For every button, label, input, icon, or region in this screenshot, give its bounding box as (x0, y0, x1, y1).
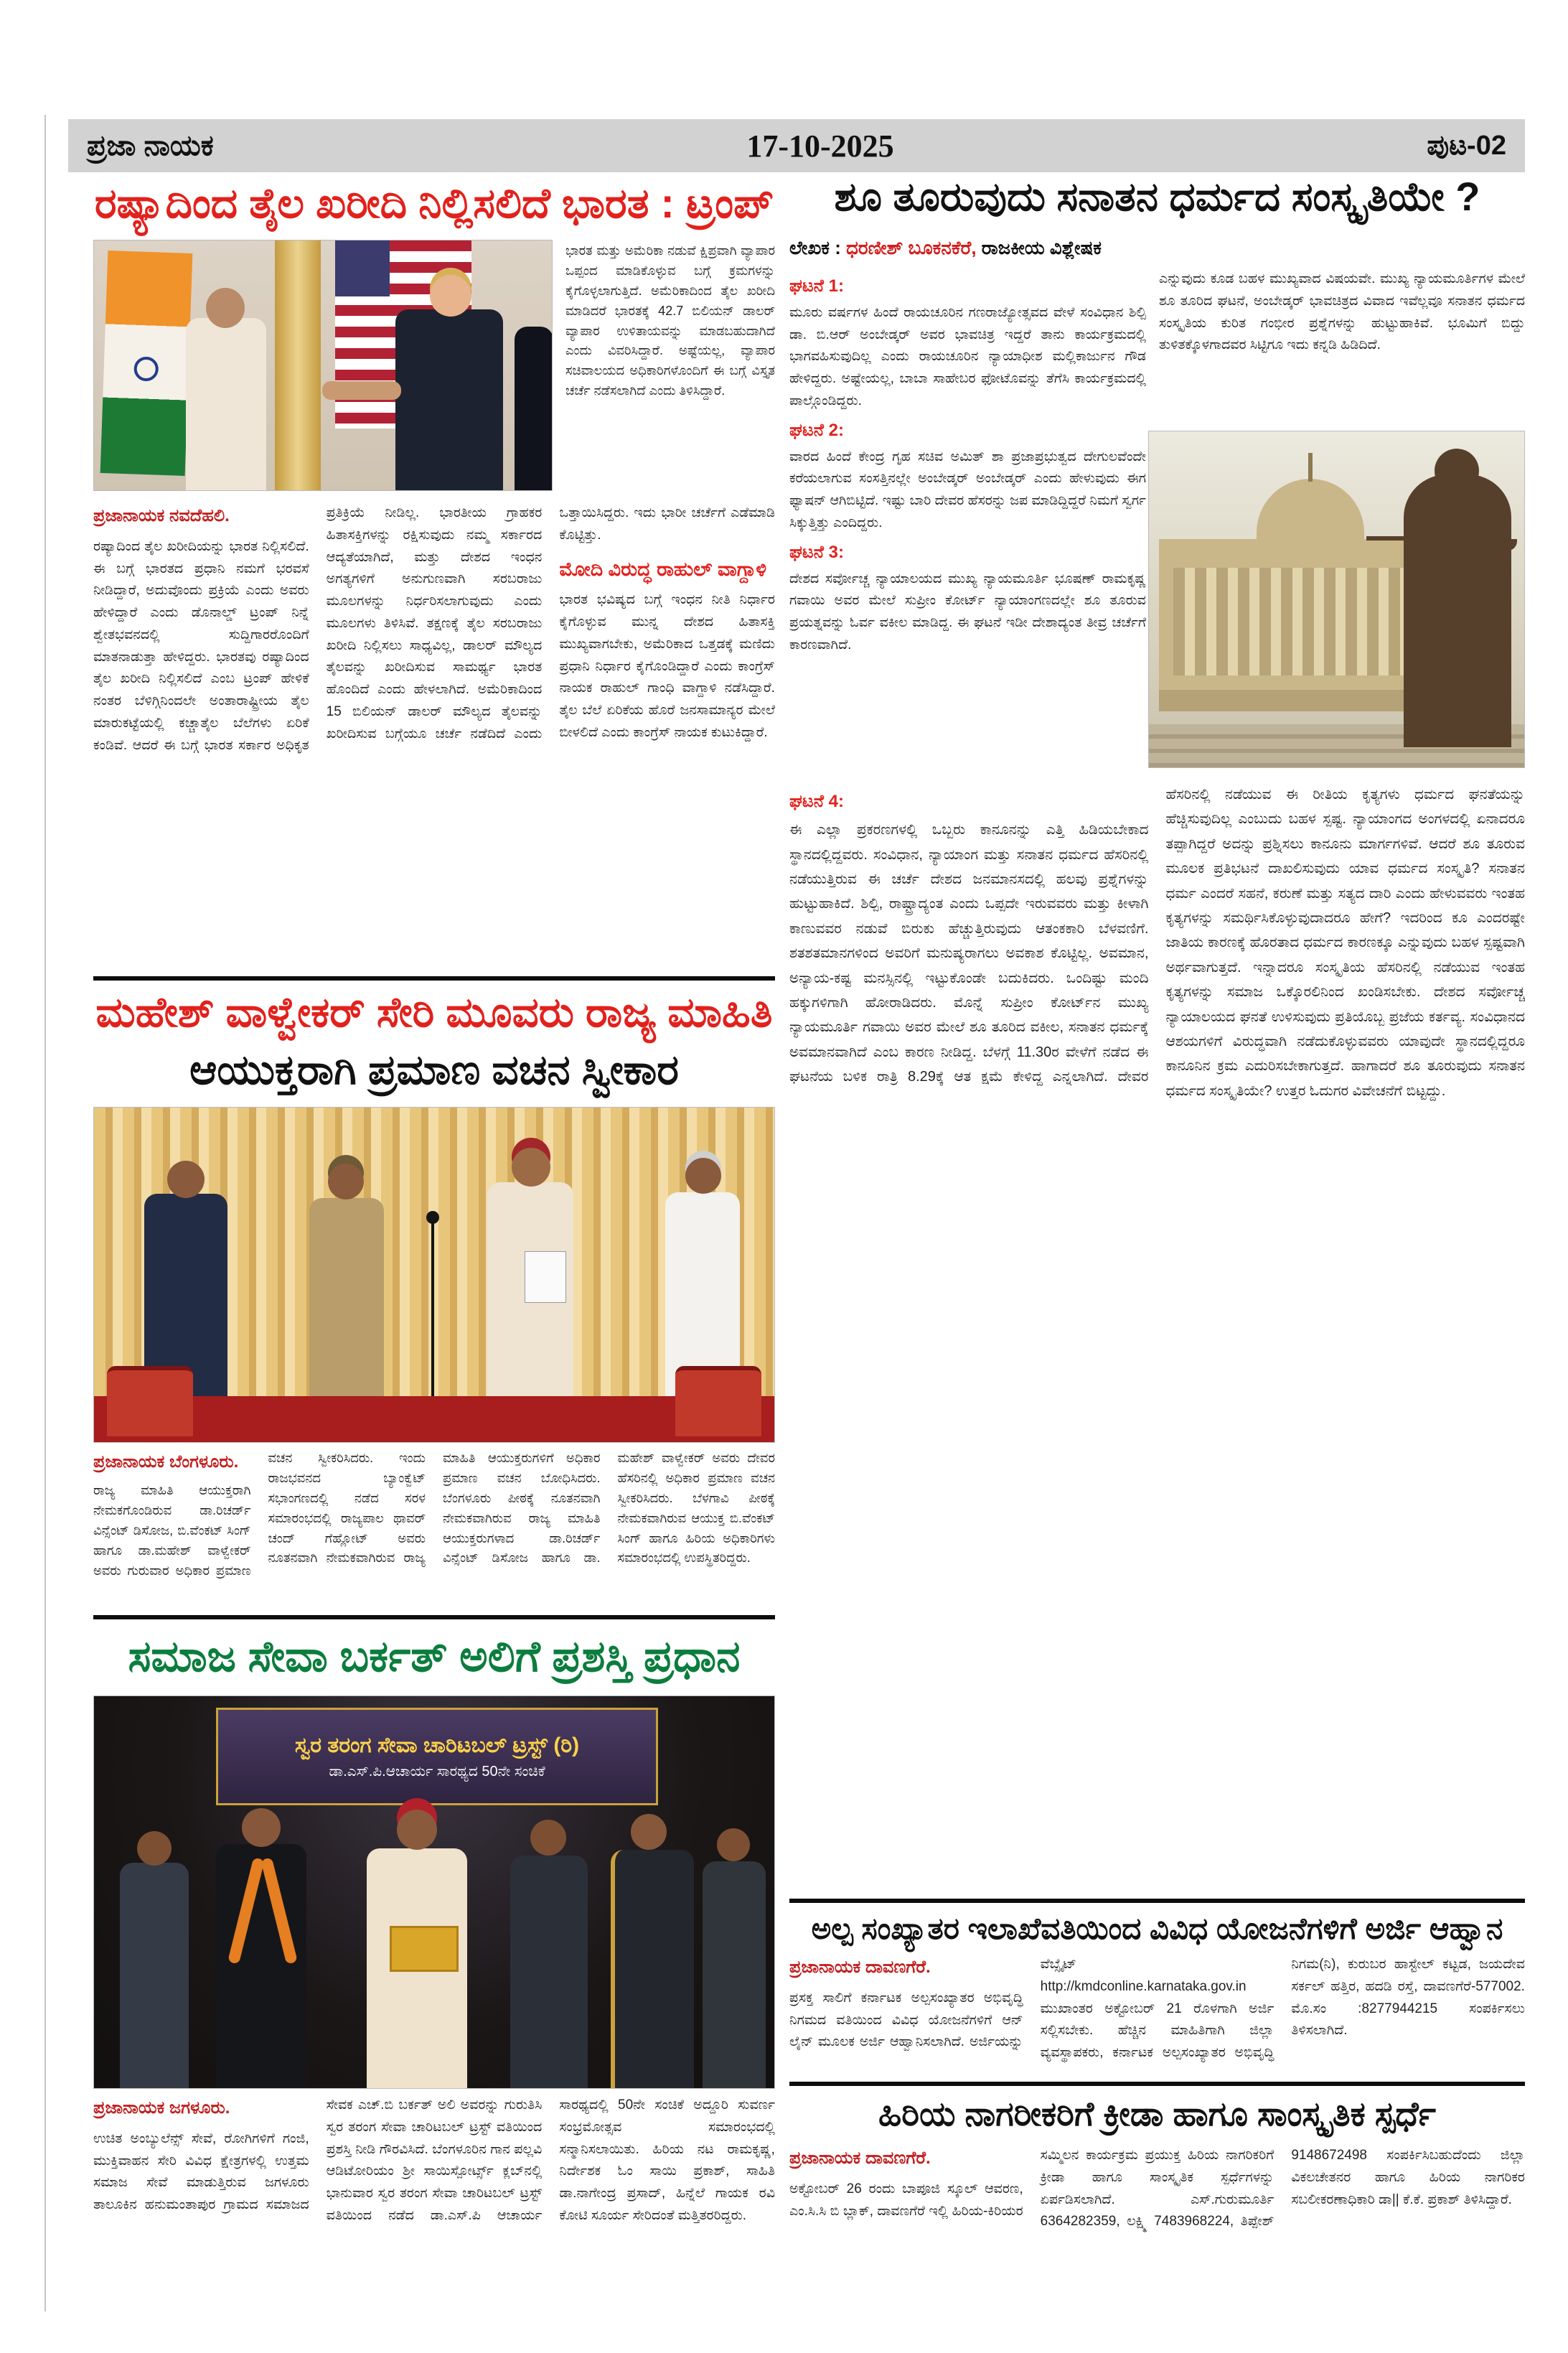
newspaper-title: ಪ್ರಜಾ ನಾಯಕ (87, 129, 214, 162)
minority-box-body (789, 1954, 1525, 2079)
awardee-head (242, 1808, 281, 1847)
incident4-text: ಈ ಎಲ್ಲಾ ಪ್ರಕರಣಗಳಲ್ಲಿ ಒಬ್ಬರು ಕಾನೂನನ್ನು ಎತ್ತಿ ಹಿಡಿಯಬೇಕಾದ ಸ್ಥಾನದಲ್ಲಿದ್ದವರು. ಸಂವಿಧಾನ, ನ್ಯಾಯಾಂಗ ಮತ್ತು ಸನಾತನ ಧರ್ಮದ ಹೆಸರಿನಲ್ಲಿ ನಡೆಯುತ್ತಿರುವ ಈ ಚರ್ಚೆ ದೇಶದ ಜನಮಾನಸದಲ್ಲಿ ಹಲವು ಪ್ರಶ್ನೆಗಳನ್ನು ಹುಟ್ಟುಹಾಕಿದೆ. ಶಿಲ್ಪಿ, ರಾಷ್ಟ್ರಾದ್ಯಂತ ಎಂದು ಒಪ್ಪದೇ ಇರುವವರು ಮತ್ತು ಕೀಳಾಗಿ ಕಾಣುವವರ ನಡುವೆ ಬಿರುಕು ಹೆಚ್ಚುತ್ತಿರುವುದು ಆತಂಕಕಾರಿ ಬೆಳವಣಿಗೆ. (789, 822, 1149, 937)
sanatana-col-a (789, 268, 1146, 777)
police-officer-head (328, 1164, 364, 1199)
trump-body-a: ರಷ್ಯಾದಿಂದ ತೈಲ ಖರೀದಿಯನ್ನು ಭಾರತ ನಿಲ್ಲಿಸಲಿದೆ. ಈ ಬಗ್ಗೆ ಭಾರತದ ಪ್ರಧಾನಿ ನಮಗೆ ಭರವಸೆ ನೀಡಿದ್ದಾರೆ, ಅದುವೊಂದು ಪ್ರಕ್ರಿಯೆ ಎಂದು ಅವರು ಹೇಳಿದ್ದಾರೆ ಎಂದು ಡೊನಾಲ್ಡ್ ಟ್ರಂಪ್ ನಿನ್ನೆ ಶ್ವೇತಭವನದಲ್ಲಿ ಸುದ್ದಿಗಾರರೊಂದಿಗೆ ಮಾತನಾಡುತ್ತಾ ಹೇಳಿದ್ದರು. ಭಾರತವು ರಷ್ಯಾದಿಂದ ತೈಲ ಖರೀದಿ ನಿಲ್ಲಿಸಲಿದೆ ಎಂಬ ಟ್ರಂಪ್ ಹೇಳಿಕೆ ನಂತರ ಬೆಳಿಗ್ಗಿನಿಂದಲೇ ಅಂತಾರಾಷ್ಟ್ರೀಯ ತೈಲ ಮಾರುಕಟ್ಟೆಯಲ್ಲಿ ಕಚ್ಚಾತೈಲ ಬೆಲೆಗಳು ಏರಿಕೆ ಕಂಡಿವೆ. ಆದರೆ ಈ ಬಗ್ಗೆ ಭಾರತ ಸರ್ಕಾರ ಅಧಿಕೃತ ಪ್ರತಿಕ್ರಿಯೆ ನೀಡಿಲ್ಲ. ಭಾರತೀಯ ಗ್ರಾಹಕರ ಹಿತಾಸಕ್ತಿಗಳನ್ನು ರಕ್ಷಿಸುವುದು ನಮ್ಮ ಸರ್ಕಾರದ ಆದ್ಯತೆಯಾಗಿದೆ, ಮತ್ತು ದೇಶದ ಇಂಧನ ಅಗತ್ಯಗಳಿಗೆ ಅನುಗುಣವಾಗಿ ಸರಬರಾಜು ಮೂಲಗಳನ್ನು ನಿರ್ಧರಿಸಲಾಗುವುದು ಎಂದು ಮೂಲಗಳು ತಿಳಿಸಿವೆ. ತಕ್ಷಣಕ್ಕೆ ತೈಲ ಸರಬರಾಜು ಖರೀದಿ ನಿಲ್ಲಿಸಲು ಸಾಧ್ಯವಿಲ್ಲ, ಡಾಲರ್ ಮೌಲ್ಯದ ತೈಲವನ್ನು ಖರೀದಿಸುವ ಸಾಮರ್ಥ್ಯ ಭಾರತ ಹೊಂದಿದೆ ಎಂದು ಹೇಳಲಾಗಿದೆ. ಅಮೆರಿಕಾದಿಂದ 15 ಬಿಲಿಯನ್ ಡಾಲರ್ ಮೌಲ್ಯದ ತೈಲವನ್ನು ಖರೀದಿಸುವ ಬಗ್ಗೆಯೂ ಚರ್ಚೆ ನಡೆದಿದೆ ಎಂದು ಒತ್ತಾಯಿಸಿದ್ದರು. ಇದು ಭಾರೀ ಚರ್ಚೆಗೆ ಎಡೆಮಾಡಿ ಕೊಟ್ಟಿತ್ತು. (93, 505, 775, 753)
sanatana-cont-text: ಶತಶತಮಾನಗಳಿಂದ ಅವರಿಗೆ ಮನುಷ್ಯರಾಗಲು ಅವಕಾಶ ಕೊಟ್ಟಿಲ್ಲ. ಅವಮಾನ, ಅನ್ಯಾಯ-ಕಷ್ಟ ಮನಸ್ಸಿನಲ್ಲಿ ಇಟ್ಟುಕೊಂಡೇ ಬದುಕಿದರು. ಒಂದಿಷ್ಟು ಮಂದಿ ಹಕ್ಕುಗಳಿಗಾಗಿ ಹೋರಾಡಿದರು. ಮೊನ್ನೆ ಸುಪ್ರೀಂ ಕೋರ್ಟ್‌ನ ಮುಖ್ಯ ನ್ಯಾಯಮೂರ್ತಿ ಗವಾಯಿ ಅವರ ಮೇಲೆ ಶೂ ತೂರಿದ ವಕೀಲ, ಸನಾತನ ಧರ್ಮಕ್ಕೆ ಅವಮಾನವಾಗಿದೆ ಎಂಬ ಕಾರಣ ನೀಡಿದ್ದ. ಬೆಳಗ್ಗೆ 11.30ರ ವೇಳೆಗೆ ನಡೆದ ಈ ಘಟನೆಯ ಬಳಿಕ ರಾತ್ರಿ 8.29ಕ್ಕೆ ಆತ ಕ್ಷಮೆ ಕೇಳಿದ್ದ ಎನ್ನಲಾಗಿದೆ. ದೇವರ ಹೆಸರಿನಲ್ಲಿ ನಡೆಯುವ ಈ ರೀತಿಯ ಕೃತ್ಯಗಳು ಧರ್ಮದ ಘನತೆಯನ್ನು ಹೆಚ್ಚಿಸುವುದಿಲ್ಲ ಎಂಬುದು ಬಹಳ ಸ್ಪಷ್ಟ. ನ್ಯಾಯಾಂಗದ ಅಂಗಳದಲ್ಲಿ ಏನಾದರೂ ತಪ್ಪಾಗಿದ್ದರೆ ಅದನ್ನು ಪ್ರಶ್ನಿಸಲು ಕಾನೂನು ಮಾರ್ಗಗಳಿವೆ. ಆದರೆ ಶೂ ತೂರುವ ಮೂಲಕ ಪ್ರತಿಭಟನೆ ದಾಖಲಿಸುವುದು ಯಾವ ಧರ್ಮದ ಸಂಸ್ಕೃತಿ? ಸನಾತನ ಧರ್ಮ ಎಂದರೆ ಸಹನೆ, ಕರುಣೆ ಮತ್ತು ಸತ್ಯದ ದಾರಿ ಎಂದು ಹೇಳುವವರು ಇಂತಹ ಕೃತ್ಯಗಳನ್ನು ಸಮರ್ಥಿಸಿಕೊಳ್ಳುವುದಾದರೂ ಹೇಗೆ? ಇದರಿಂದ ಕೂ ಎಂದರಷ್ಟೇ ಜಾತಿಯ ಕಾರಣಕ್ಕೆ ಹೊರತಾದ ಧರ್ಮದ ಕಾರಣಕ್ಕೂ ಎನ್ನುವುದು ಬಹಳ ಸ್ಪಷ್ಟವಾಗಿ ಅರ್ಥವಾಗುತ್ತದೆ. ಇನ್ನಾದರೂ ಸಂಸ್ಕೃತಿಯ ಹೆಸರಿನಲ್ಲಿ ನಡೆಯುವ ಇಂತಹ ಕೃತ್ಯಗಳನ್ನು ಸಮಾಜ ಒಕ್ಕೊರಲಿನಿಂದ ಖಂಡಿಸಬೇಕು. ದೇಶದ ಸರ್ವೋಚ್ಚ ನ್ಯಾಯಾಲಯದ ಘನತೆ ಉಳಿಸುವುದು ಪ್ರತಿಯೊಬ್ಬ ಪ್ರಜೆಯ ಕರ್ತವ್ಯ. ಸಂವಿಧಾನದ ಆಶಯಗಳಿಗೆ ವಿರುದ್ಧವಾಗಿ ನಡೆದುಕೊಳ್ಳುವವರು ಯಾವುದೇ ಸ್ಥಾನದಲ್ಲಿದ್ದರೂ ಕಾನೂನಿನ ಕ್ರಮ ಎದುರಿಸಬೇಕಾಗುತ್ತದೆ. ಹಾಗಾದರೆ ಶೂ ತೂರುವುದು ಸನಾತನ ಧರ್ಮದ ಸಂಸ್ಕೃತಿಯೇ? ಉತ್ತರ ಓದುಗರ ವಿವೇಚನೆಗೆ ಬಿಟ್ಟದ್ದು. (789, 787, 1525, 1099)
byline-label: ಲೇಖಕ : (789, 237, 847, 258)
gold-curtain (275, 240, 321, 490)
swearing-in-photo (93, 1107, 775, 1443)
guest-head-2 (530, 1820, 566, 1856)
police-officer-figure (309, 1198, 384, 1402)
honouree-head (397, 1810, 437, 1850)
divider-rule (789, 1899, 1525, 1903)
official-head-2 (685, 1158, 721, 1194)
event-banner (216, 1708, 658, 1805)
microphone-stand (431, 1222, 434, 1402)
seniors-box-headline: ಹಿರಿಯ ನಾಗರೀಕರಿಗೆ ಕ್ರೀಡಾ ಹಾಗೂ ಸಾಂಸ್ಕೃತಿಕ ಸ್ಪರ್ಧೆ (878, 2094, 1436, 2133)
byline-role: ರಾಜಕೀಯ ವಿಶ್ಲೇಷಕ (976, 237, 1102, 258)
oath-paper (525, 1251, 566, 1303)
mahesh-dateline: ಪ್ರಜಾನಾಯಕ ಬೆಂಗಳೂರು. (93, 1452, 239, 1472)
sanatana-headline: ಶೂ ತೂರುವುದು ಸನಾತನ ಧರ್ಮದ ಸಂಸ್ಕೃತಿಯೇ ? (834, 173, 1480, 219)
mahesh-body: ರಾಜ್ಯ ಮಾಹಿತಿ ಆಯುಕ್ತರಾಗಿ ನೇಮಕಗೊಂಡಿರುವ ಡಾ.ರಿಚರ್ಡ್ ವಿನ್ಸೆಂಟ್ ಡಿಸೋಜ, ಬಿ.ವೆಂಕಟ್ ಸಿಂಗ್ ಹಾಗೂ ಡಾ.ಮಹೇಶ್ ವಾಳ್ವೇಕರ್ ಅವರು ಗುರುವಾರ ಅಧಿಕಾರ ಪ್ರಮಾಣ ವಚನ ಸ್ವೀಕರಿಸಿದರು. ಇಂದು ರಾಜಭವನದ ಬ್ಯಾಂಕ್ವೆಟ್ ಸಭಾಂಗಣದಲ್ಲಿ ನಡೆದ ಸರಳ ಸಮಾರಂಭದಲ್ಲಿ ರಾಜ್ಯಪಾಲ ಥಾವರ್ ಚಂದ್ ಗೆಹ್ಲೋಟ್ ಅವರು ನೂತನವಾಗಿ ನೇಮಕವಾಗಿರುವ ರಾಜ್ಯ ಮಾಹಿತಿ ಆಯುಕ್ತರುಗಳಿಗೆ ಅಧಿಕಾರ ಪ್ರಮಾಣ ವಚನ ಬೋಧಿಸಿದರು. ಬೆಂಗಳೂರು ಪೀಠಕ್ಕೆ ನೂತನವಾಗಿ ನೇಮಕವಾಗಿರುವ ರಾಜ್ಯ ಮಾಹಿತಿ ಆಯುಕ್ತರುಗಳಾದ ಡಾ.ರಿಚರ್ಡ್ ವಿನ್ಸೆಂಟ್ ಡಿಸೋಜ ಹಾಗೂ ಡಾ. ಮಹೇಶ್ ವಾಳ್ವೇಕರ್ ಅವರು ದೇವರ ಹೆಸರಿನಲ್ಲಿ ಅಧಿಕಾರ ಪ್ರಮಾಣ ವಚನ ಸ್ವೀಕರಿಸಿದರು. ಬೆಳಗಾವಿ ಪೀಠಕ್ಕೆ ನೇಮಕವಾಗಿರುವ ಆಯುಕ್ತ ಬಿ.ವೆಂಕಟ್ ಸಿಂಗ್ ಹಾಗೂ ಹಿರಿಯ ಅಧಿಕಾರಿಗಳು ಸಮಾರಂಭದಲ್ಲಿ ಉಪಸ್ಥಿತರಿದ್ದರು. (93, 1451, 775, 1578)
trump-side-column: ಭಾರತ ಮತ್ತು ಅಮೆರಿಕಾ ನಡುವೆ ಕ್ಷಿಪ್ರವಾಗಿ ವ್ಯಾಪಾರ ಒಪ್ಪಂದ ಮಾಡಿಕೊಳ್ಳುವ ಬಗ್ಗೆ ಕ್ರಮಗಳನ್ನು ಕೈಗೊಳ್ಳಲಾಗುತ್ತಿದೆ. ಅಮೆರಿಕಾದಿಂದ ತೈಲ ಖರೀದಿ ಮಾಡಿದರೆ ಭಾರತಕ್ಕೆ 42.7 ಬಿಲಿಯನ್ ಡಾಲರ್ ವ್ಯಾಪಾರ ಉಳಿತಾಯವನ್ನು ಮಾಡಬಹುದಾಗಿದೆ ಎಂದು ವಿವರಿಸಿದ್ದಾರೆ. ಅಷ್ಟೆಯಲ್ಲ, ವ್ಯಾಪಾರ ಸಚಿವಾಲಯದ ಅಧಿಕಾರಿಗಳೊಂದಿಗೆ ಈ ಬಗ್ಗೆ ವಿಸ್ತೃತ ಚರ್ಚೆ ನಡೆಸಲಾಗಿದೆ ಎಂದು ತಿಳಿಸಿದ್ದಾರೆ. (565, 243, 775, 398)
official-head-1 (167, 1161, 205, 1198)
page-edge-line (44, 115, 46, 2311)
minority-dateline: ಪ್ರಜಾನಾಯಕ ದಾವಣಗೆರೆ. (789, 1957, 931, 1977)
court-columns (1173, 568, 1432, 675)
sanatana-col-b-intro: ಎನ್ನುವುದು ಕೂಡ ಬಹಳ ಮುಖ್ಯವಾದ ವಿಷಯವೇ. ಮುಖ್ಯ ನ್ಯಾಯಮೂರ್ತಿಗಳ ಮೇಲೆ ಶೂ ತೂರಿದ ಘಟನೆ, ಅಂಬೇಡ್ಕರ್ ಭಾವಚಿತ್ರದ ವಿವಾದ ಇವೆಲ್ಲವೂ ಸನಾತನ ಧರ್ಮದ ಸಂಸ್ಕೃತಿಯ ಕುರಿತ ಗಂಭೀರ ಪ್ರಶ್ನೆಗಳನ್ನು ಹುಟ್ಟುಹಾಕಿವೆ. ಭೂಮಿಗೆ ಬಿದ್ದು ತುಳಿತಕ್ಕೊಳಗಾದವರ ಸಿಟ್ಟಿಗೂ ಇದು ಕನ್ನಡಿ ಹಿಡಿದಿದೆ. (1159, 271, 1525, 353)
modi-figure (186, 318, 266, 491)
incident4-head: ಘಟನೆ 4: (789, 792, 845, 811)
award-ceremony-photo (93, 1695, 775, 2089)
governor-head (512, 1148, 550, 1187)
barkat-article-body (93, 2095, 775, 2248)
guest-head-3 (631, 1814, 667, 1850)
mahesh-headline-line2: ಆಯುಕ್ತರಾಗಿ ಪ್ರಮಾಣ ವಚನ ಸ್ವೀಕಾರ (189, 1046, 679, 1093)
india-flag-icon (100, 251, 193, 476)
divider-rule (789, 2082, 1525, 2086)
justice-statue (1404, 474, 1511, 747)
trump-article-headline: ರಷ್ಯಾದಿಂದ ತೈಲ ಖರೀದಿ ನಿಲ್ಲಿಸಲಿದೆ ಭಾರತ : ಟ್ರಂಪ್ (94, 179, 774, 227)
page-number: ಪುಟ-02 (1427, 130, 1506, 161)
mahesh-article-body (93, 1449, 775, 1611)
seniors-dateline: ಪ್ರಜಾನಾಯಕ ದಾವಣಗೆರೆ. (789, 2148, 931, 2168)
incident3-head: ಘಟನೆ 3: (789, 542, 845, 562)
seniors-box-body (789, 2145, 1525, 2288)
supreme-court-image (1148, 431, 1525, 768)
incident1-text: ಮೂರು ವರ್ಷಗಳ ಹಿಂದೆ ರಾಯಚೂರಿನ ಗಣರಾಜ್ಯೋತ್ಸವದ ವೇಳೆ ಸಂವಿಧಾನ ಶಿಲ್ಪಿ ಡಾ. ಬಿ.ಆರ್ ಅಂಬೇಡ್ಕರ್ ಅವರ ಭಾವಚಿತ್ರ ಇದ್ದರೆ ತಾನು ಕಾರ್ಯಕ್ರಮದಲ್ಲಿ ಭಾಗವಹಿಸುವುದಿಲ್ಲ ಎಂದು ರಾಯಚೂರಿನ ನ್ಯಾಯಾಧೀಶ ಮಲ್ಲಿಕಾರ್ಜುನ ಗೌಡ ಹೇಳಿದ್ದರು. ಅಷ್ಟೇಯಲ್ಲ, ಬಾಬಾ ಸಾಹೇಬರ ಫೋಟೊವನ್ನು ತೆಗೆಸಿ ಕಾರ್ಯಕ್ರಮದಲ್ಲಿ ಪಾಲ್ಗೊಂಡಿದ್ದರು. (789, 304, 1146, 408)
incident2-head: ಘಟನೆ 2: (789, 420, 845, 440)
guest-head-1 (137, 1831, 172, 1866)
trump-figure (395, 309, 503, 491)
seniors-body: ಅಕ್ಟೋಬರ್ 26 ರಂದು ಬಾಪೂಜಿ ಸ್ಕೂಲ್ ಆವರಣ, ಎಂ.ಸಿ.ಸಿ ಬಿ ಬ್ಲಾಕ್, ದಾವಣಗೆರೆ ಇಲ್ಲಿ ಹಿರಿಯ-ಕಿರಿಯರ ಸಮ್ಮಿಲನ ಕಾರ್ಯಕ್ರಮ ಪ್ರಯುಕ್ತ ಹಿರಿಯ ನಾಗರಿಕರಿಗೆ ಕ್ರೀಡಾ ಹಾಗೂ ಸಾಂಸ್ಕೃತಿಕ ಸ್ಪರ್ಧೆಗಳನ್ನು ಏರ್ಪಡಿಸಲಾಗಿದೆ. ಎಸ್.ಗುರುಮೂರ್ತಿ 6364282359, ಲಕ್ಷ್ಮಿ 7483968224, ತಿಪ್ಪೇಶ್ 9148672498 ಸಂಪರ್ಕಿಸಿಬಹುದೆಂದು ಜಿಲ್ಲಾ ವಿಕಲಚೇತನರ ಹಾಗೂ ಹಿರಿಯ ನಾಗರಿಕರ ಸಬಲೀಕರಣಾಧಿಕಾರಿ ಡಾ|| ಕೆ.ಕೆ. ಪ್ರಕಾಶ್ ತಿಳಿಸಿದ್ದಾರೆ. (789, 2148, 1525, 2230)
divider-rule (93, 976, 775, 981)
guest-figure-4 (703, 1861, 766, 2089)
minority-body: ಪ್ರಸಕ್ತ ಸಾಲಿಗೆ ಕರ್ನಾಟಕ ಅಲ್ಪಸಂಖ್ಯಾತರ ಅಭಿವೃದ್ಧಿ ನಿಗಮದ ವತಿಯಿಂದ ವಿವಿಧ ಯೋಜನೆಗಳಿಗೆ ಆನ್ ಲೈನ್ ಮೂಲಕ ಅರ್ಜಿ ಆಹ್ವಾನಿಸಲಾಗಿದೆ. ಅರ್ಜಿಯನ್ನು ವೆಬ್ಸೈಟ್ http://kmdconline.karnataka.gov.in ಮುಖಾಂತರ ಅಕ್ಟೋಬರ್ 21 ರೊಳಗಾಗಿ ಅರ್ಜಿ ಸಲ್ಲಿಸಬೇಕು. ಹೆಚ್ಚಿನ ಮಾಹಿತಿಗಾಗಿ ಜಿಲ್ಲಾ ವ್ಯವಸ್ಥಾಪಕರು, ಕರ್ನಾಟಕ ಅಲ್ಪಸಂಖ್ಯಾತರ ಅಭಿವೃದ್ಧಿ ನಿಗಮ(ನಿ), ಕುರುಬರ ಹಾಸ್ಟೇಲ್ ಕಟ್ಟಡ, ಜಯದೇವ ಸರ್ಕಲ್ ಹತ್ತಿರ, ಹದಡಿ ರಸ್ತೆ, ದಾವಣಗೆರೆ-577002. ಮೊ.ಸಂ :8277944215 ಸಂಪರ್ಕಿಸಲು ತಿಳಿಸಲಾಗಿದೆ. (789, 1957, 1525, 2061)
red-carpet (94, 1396, 774, 1442)
handshake (322, 381, 401, 400)
trump-dateline: ಪ್ರಜಾನಾಯಕ ನವದೆಹಲಿ. (93, 506, 230, 525)
minority-box-headline: ಅಲ್ಪ ಸಂಖ್ಯಾತರ ಇಲಾಖೆವತಿಯಿಂದ ವಿವಿಧ ಯೋಜನೆಗಳಿಗೆ ಅರ್ಜಿ ಆಹ್ವಾನ (811, 1912, 1503, 1946)
aide-figure (515, 327, 553, 491)
mahesh-headline-line1: ಮಹೇಶ್ ವಾಳ್ವೇಕರ್ ಸೇರಿ ಮೂವರು ರಾಜ್ಯ ಮಾಹಿತಿ (95, 988, 773, 1036)
award-plaque (390, 1926, 459, 1972)
guest-figure-1 (120, 1863, 189, 2089)
red-chair (675, 1366, 761, 1436)
awardee-figure (216, 1844, 306, 2089)
edition-date: 17-10-2025 (746, 128, 894, 164)
barkat-body: ಉಚಿತ ಅಂಬ್ಯುಲೆನ್ಸ್ ಸೇವೆ, ರೋಗಿಗಳಿಗೆ ಗಂಜಿ, ಮುಕ್ತಿವಾಹನ ಸೇರಿ ವಿವಿಧ ಕ್ಷೇತ್ರಗಳಲ್ಲಿ ಉತ್ತಮ ಸಮಾಜ ಸೇವೆ ಮಾಡುತ್ತಿರುವ ಜಗಳೂರು ತಾಲೂಕಿನ ಹನುಮಂತಾಪುರ ಗ್ರಾಮದ ಸಮಾಜದ ಸೇವಕ ಎಚ್.ಬಿ ಬರ್ಕತ್ ಅಲಿ ಅವರನ್ನು ಗುರುತಿಸಿ ಸ್ವರ ತರಂಗ ಸೇವಾ ಚಾರಿಟಬಲ್ ಟ್ರಸ್ಟ್ ವತಿಯಿಂದ ಪ್ರಶಸ್ತಿ ನೀಡಿ ಗೌರವಿಸಿದೆ. ಬೆಂಗಳೂರಿನ ಗಾನ ಪಲ್ಲವಿ ಆಡಿಟೋರಿಯಂ ಶ್ರೀ ಸಾಯಿಸ್ಪೋರ್ಟ್ಸ್ ಕ್ಲಬ್‌ನಲ್ಲಿ ಭಾನುವಾರ ಸ್ವರ ತರಂಗ ಸೇವಾ ಚಾರಿಟಬಲ್ ಟ್ರಸ್ಟ್ ವತಿಯಿಂದ ನಡೆದ ಡಾ.ಎಸ್.ಪಿ ಆಚಾರ್ಯ ಸಾರಥ್ಯದಲ್ಲಿ 50ನೇ ಸಂಚಿಕೆ ಅದ್ದೂರಿ ಸುವರ್ಣ ಸಂಭ್ರಮೋತ್ಸವ ಸಮಾರಂಭದಲ್ಲಿ ಸನ್ಮಾನಿಸಲಾಯಿತು. ಹಿರಿಯ ನಟ ರಾಮಕೃಷ್ಣ, ನಿರ್ದೇಶಕ ಓಂ ಸಾಯಿ ಪ್ರಕಾಶ್, ಸಾಹಿತಿ ಡಾ.ನಾಗೇಂದ್ರ ಪ್ರಸಾದ್, ಹಿನ್ನೆಲೆ ಗಾಯಕ ರವಿ ಕೋಟಿ ಸೂರ್ಯ ಸೇರಿದಂತೆ ಮತ್ತಿತರರಿದ್ದರು. (93, 2097, 775, 2223)
guest-head-4 (717, 1828, 750, 1861)
guest-figure-2 (510, 1856, 588, 2089)
incident2-text: ವಾರದ ಹಿಂದೆ ಕೇಂದ್ರ ಗೃಹ ಸಚಿವ ಅಮಿತ್ ಶಾ ಪ್ರಜಾಪ್ರಭುತ್ವದ ದೇಗುಲವೆಂದೇ ಕರೆಯಲಾಗುವ ಸಂಸತ್ತಿನಲ್ಲೇ ಅಂಬೇಡ್ಕರ್ ಅಂಬೇಡ್ಕರ್ ಎಂದು ಹೇಳುವುದು ಈಗ ಫ್ಯಾಷನ್ ಆಗಿಬಿಟ್ಟಿದೆ. ಇಷ್ಟು ಬಾರಿ ದೇವರ ಹೆಸರನ್ನು ಜಪ ಮಾಡಿದ್ದಿದ್ದರೆ ನಿಮಗೆ ಸ್ವರ್ಗ ಸಿಕ್ಕುತ್ತಿತ್ತು ಎಂದಿದ್ದರು. (789, 449, 1146, 530)
modi-trump-photo (93, 240, 553, 491)
court-spire (1308, 453, 1313, 482)
trump-article-body (93, 502, 775, 970)
byline-author: ಧರಣೀಶ್ ಬೂಕನಕೆರೆ, (846, 237, 977, 258)
incident1-head: ಘಟನೆ 1: (789, 276, 845, 296)
divider-rule (93, 1615, 775, 1619)
barkat-dateline: ಪ್ರಜಾನಾಯಕ ಜಗಳೂರು. (93, 2098, 230, 2118)
trump-head (430, 275, 471, 317)
sanatana-continuation (789, 782, 1525, 1894)
banner-line1: ಸ್ವರ ತರಂಗ ಸೇವಾ ಚಾರಿಟಬಲ್ ಟ್ರಸ್ಟ್ (ರಿ) (294, 1733, 580, 1757)
red-chair (107, 1366, 193, 1436)
byline (789, 237, 1525, 263)
guest-figure-3 (611, 1850, 694, 2089)
trump-body-b: ಭಾರತ ಭವಿಷ್ಯದ ಬಗ್ಗೆ ಇಂಧನ ನೀತಿ ನಿರ್ಧಾರ ಕೈಗೊಳ್ಳುವ ಮುನ್ನ ದೇಶದ ಹಿತಾಸಕ್ತಿ ಮುಖ್ಯವಾಗಬೇಕು, ಅಮೆರಿಕಾದ ಒತ್ತಡಕ್ಕೆ ಮಣಿದು ಪ್ರಧಾನಿ ನಿರ್ಧಾರ ಕೈಗೊಂಡಿದ್ದಾರೆ ಎಂದು ಕಾಂಗ್ರೆಸ್ ನಾಯಕ ರಾಹುಲ್ ಗಾಂಧಿ ವಾಗ್ದಾಳಿ ನಡೆಸಿದ್ದಾರೆ. ತೈಲ ಬೆಲೆ ಏರಿಕೆಯ ಹೊರೆ ಜನಸಾಮಾನ್ಯರ ಮೇಲೆ ಬೀಳಲಿದೆ ಎಂದು ಕಾಂಗ್ರೆಸ್ ನಾಯಕ ಕುಟುಕಿದ್ದಾರೆ. (559, 592, 775, 740)
barkat-headline: ಸಮಾಜ ಸೇವಾ ಬರ್ಕತ್ ಅಲಿಗೆ ಪ್ರಶಸ್ತಿ ಪ್ರಧಾನ (128, 1632, 741, 1680)
rahul-subhead: ಮೋದಿ ವಿರುದ್ಧ ರಾಹುಲ್ ವಾಗ್ದಾಳಿ (559, 558, 767, 580)
banner-line2: ಡಾ.ಎಸ್.ಪಿ.ಆಚಾರ್ಯ ಸಾರಥ್ಯದ 50ನೇ ಸಂಚಿಕೆ (329, 1763, 545, 1779)
modi-head (206, 288, 245, 328)
incident3-text: ದೇಶದ ಸರ್ವೋಚ್ಚ ನ್ಯಾಯಾಲಯದ ಮುಖ್ಯ ನ್ಯಾಯಮೂರ್ತಿ ಭೂಷಣ್ ರಾಮಕೃಷ್ಣ ಗವಾಯಿ ಅವರ ಮೇಲೆ ಸುಪ್ರೀಂ ಕೋರ್ಟ್ ನ್ಯಾಯಾಂಗಣದಲ್ಲೇ ಶೂ ತೂರುವ ಪ್ರಯತ್ನವನ್ನು ಓರ್ವ ವಕೀಲ ಮಾಡಿದ್ದ. ಈ ಘಟನೆ ಇಡೀ ದೇಶಾದ್ಯಂತ ತೀವ್ರ ಚರ್ಚೆಗೆ ಕಾರಣವಾಗಿದೆ. (789, 571, 1146, 652)
